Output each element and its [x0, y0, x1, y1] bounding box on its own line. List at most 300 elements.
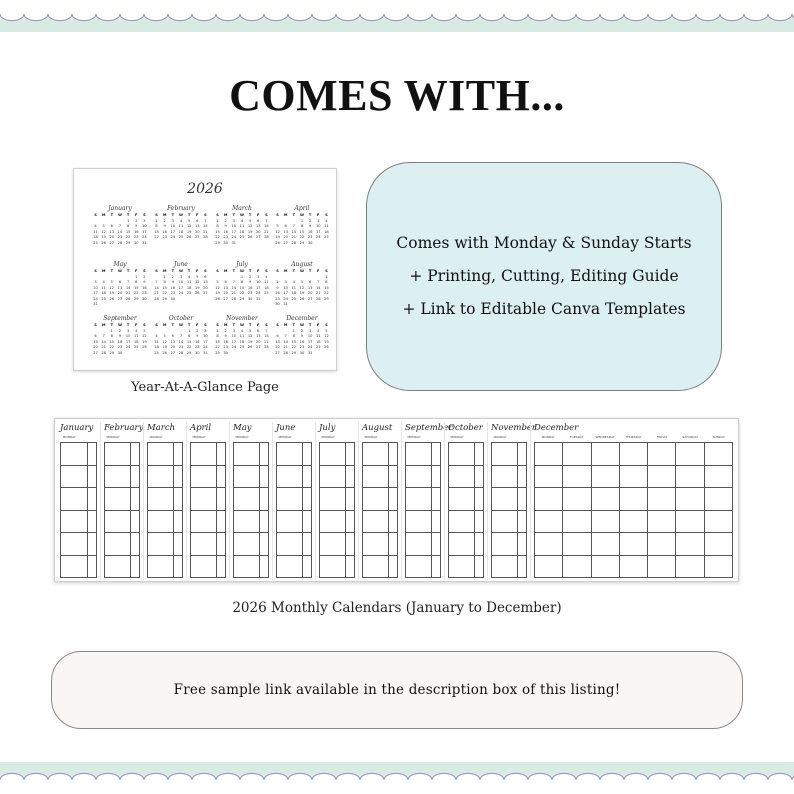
mini-day: 13 [194, 224, 200, 228]
mini-day: 8 [135, 280, 138, 284]
weekday-initial: S [94, 323, 97, 327]
mini-day: 27 [307, 296, 313, 301]
mini-day: 4 [265, 274, 268, 279]
day-cell [131, 533, 140, 556]
day-cell [88, 443, 97, 466]
day-cell [131, 556, 140, 579]
day-cell [217, 511, 226, 534]
weekday-initial: T [248, 323, 252, 327]
mini-day: 18 [239, 229, 245, 234]
mini-day: 6 [171, 334, 174, 338]
day-cell [174, 488, 183, 511]
day-cell [148, 466, 174, 489]
monthly-calendars-preview [54, 418, 739, 582]
mini-day: 2 [135, 218, 138, 223]
mini-day: 18 [133, 339, 139, 344]
mini-day: 31 [283, 302, 288, 306]
top-decorative-border [0, 0, 794, 32]
mini-day: 4 [317, 328, 320, 333]
day-cell [260, 533, 269, 556]
mini-day: 19 [324, 339, 329, 344]
mini-day: 21 [178, 345, 184, 349]
weekday-initial: T [248, 269, 252, 273]
weekday-initial: S [94, 213, 97, 217]
day-cell [363, 533, 389, 556]
day-cell [648, 488, 676, 511]
month-grid [233, 442, 269, 578]
mini-day: 7 [155, 280, 158, 284]
day-header [165, 435, 183, 441]
mini-day: 13 [170, 339, 176, 344]
day-cell [131, 488, 140, 511]
mini-month [92, 205, 148, 246]
day-cell [303, 443, 312, 466]
mini-day: 8 [163, 280, 166, 284]
mini-day [255, 241, 262, 247]
mini-day: 6 [257, 328, 260, 333]
mini-day: 5 [216, 280, 219, 284]
weekday-initial: T [126, 323, 130, 327]
mini-day: 16 [275, 291, 280, 295]
mini-day: 13 [255, 334, 261, 338]
mini-day: 23 [117, 345, 123, 349]
day-cell [518, 443, 527, 466]
mini-day: 11 [93, 229, 98, 234]
mini-day: 1 [240, 274, 244, 279]
weekday-initial: T [232, 269, 236, 273]
mini-day: 10 [307, 334, 313, 338]
weekday-initial: M [101, 213, 106, 217]
monthly-page [186, 422, 229, 580]
mini-day: 19 [194, 285, 200, 290]
mini-day: 11 [133, 334, 139, 338]
day-header: SATURDAY [682, 435, 699, 439]
month-grid [448, 442, 484, 578]
day-header: MONDAY [364, 435, 378, 439]
month-grid [491, 442, 527, 578]
mini-week-row [274, 351, 330, 357]
mini-day: 10 [255, 280, 261, 284]
day-cell [277, 533, 303, 556]
mini-day: 3 [232, 328, 235, 333]
mini-day: 20 [109, 235, 115, 239]
mini-day: 19 [142, 339, 147, 344]
day-cell [475, 511, 484, 534]
mini-day [202, 297, 209, 303]
mini-day: 11 [101, 285, 106, 290]
weekday-initial: S [143, 213, 146, 217]
mini-day: 14 [117, 229, 123, 234]
day-header: WEDNESDAY [595, 435, 615, 439]
mini-day: 20 [275, 345, 280, 349]
mini-day [315, 302, 322, 308]
mini-day: 5 [248, 218, 252, 223]
mini-day: 23 [223, 235, 228, 239]
weekday-initial: T [292, 269, 296, 273]
mini-day: 8 [325, 280, 328, 284]
day-cell [234, 466, 260, 489]
feature-line: + Printing, Cutting, Editing Guide [409, 267, 679, 285]
weekday-initial: T [308, 213, 312, 217]
weekday-initial: W [299, 213, 304, 217]
mini-day: 7 [126, 280, 130, 284]
mini-day: 7 [265, 218, 268, 223]
monthly-page-title: February [104, 423, 144, 433]
monthly-page-title: September [405, 423, 453, 433]
mini-week-row [214, 297, 270, 303]
day-cell [174, 556, 183, 579]
day-cell [389, 466, 398, 489]
mini-day: 1 [163, 274, 166, 279]
mini-day: 21 [291, 235, 297, 239]
day-header [79, 435, 98, 441]
mini-day: 27 [255, 345, 261, 349]
mini-day [255, 351, 262, 357]
mini-day: 31 [203, 350, 208, 355]
mini-day: 14 [283, 339, 288, 344]
mini-day: 14 [154, 285, 159, 290]
monthly-page [100, 422, 143, 580]
day-cell [320, 533, 346, 556]
day-header [466, 435, 484, 441]
mini-day [238, 351, 245, 357]
day-cell [88, 556, 97, 579]
mini-day: 28 [283, 350, 288, 355]
day-cell [705, 443, 733, 466]
scallop-trim-bottom [0, 762, 794, 794]
mini-day: 7 [232, 280, 235, 284]
mini-day: 23 [275, 296, 280, 301]
weekday-initial: T [308, 323, 312, 327]
day-cell [148, 511, 174, 534]
mini-day: 28 [178, 350, 184, 355]
day-cell [148, 443, 174, 466]
mini-day: 19 [101, 235, 106, 239]
day-cell [148, 556, 174, 579]
mini-day: 25 [178, 235, 184, 239]
day-cell [432, 533, 441, 556]
mini-day: 7 [284, 334, 287, 338]
month-grid [190, 442, 226, 578]
mini-day: 26 [109, 296, 115, 301]
day-cell [191, 511, 217, 534]
mini-day: 16 [162, 229, 167, 234]
day-header [208, 435, 226, 441]
monthly-page-title: July [319, 423, 336, 433]
mini-day: 30 [133, 240, 139, 245]
mini-day: 18 [324, 229, 329, 234]
mini-day: 9 [143, 280, 146, 284]
weekday-initial: M [162, 323, 167, 327]
mini-day: 7 [179, 334, 183, 338]
mini-day: 27 [203, 291, 208, 295]
day-cell [648, 556, 676, 579]
day-cell [492, 488, 518, 511]
day-cell [705, 556, 733, 579]
bottom-decorative-border [0, 762, 794, 794]
mini-day: 18 [315, 339, 321, 344]
mini-day: 17 [315, 229, 321, 234]
mini-day: 3 [308, 328, 312, 333]
mini-day [125, 302, 132, 308]
day-cell [592, 533, 620, 556]
mini-day: 5 [163, 334, 166, 338]
day-cell [234, 443, 260, 466]
day-header-row [233, 435, 269, 441]
day-cell [535, 443, 563, 466]
weekday-initial: T [171, 213, 175, 217]
day-cell [174, 511, 183, 534]
mini-day: 20 [117, 291, 123, 295]
day-cell [475, 488, 484, 511]
mini-day: 18 [178, 229, 184, 234]
monthly-page [143, 422, 186, 580]
weekday-initial: F [196, 213, 199, 217]
day-cell [105, 443, 131, 466]
mini-day: 4 [187, 274, 191, 279]
mini-month-name: August [291, 261, 313, 268]
mini-day: 10 [315, 224, 321, 228]
mini-week-row [92, 241, 148, 247]
day-cell [563, 511, 591, 534]
day-header: MONDAY [278, 435, 292, 439]
mini-day: 25 [291, 296, 297, 301]
day-header: MONDAY [106, 435, 120, 439]
mini-day: 1 [300, 218, 304, 223]
mini-day: 6 [118, 280, 122, 284]
day-cell [705, 488, 733, 511]
mini-day: 3 [317, 218, 320, 223]
mini-day: 13 [203, 280, 208, 284]
weekday-initial: S [155, 213, 158, 217]
day-cell [449, 556, 475, 579]
mini-day: 25 [186, 291, 192, 295]
feature-line: Comes with Monday & Sunday Starts [396, 234, 692, 252]
month-grid [60, 442, 97, 578]
monthly-page [401, 422, 453, 580]
day-cell [303, 511, 312, 534]
day-cell [217, 556, 226, 579]
mini-day: 23 [307, 235, 313, 239]
mini-day: 2 [143, 274, 146, 279]
day-header-row [60, 435, 97, 441]
mini-day: 19 [109, 291, 115, 295]
mini-day: 8 [187, 334, 191, 338]
day-cell [131, 443, 140, 466]
day-header [294, 435, 312, 441]
mini-day [298, 302, 305, 308]
mini-day: 10 [142, 224, 147, 228]
weekday-initial: W [117, 213, 122, 217]
day-cell [676, 488, 704, 511]
weekday-initial: S [204, 269, 207, 273]
mini-day: 15 [291, 339, 297, 344]
day-cell [535, 511, 563, 534]
day-cell [234, 556, 260, 579]
mini-day: 15 [215, 229, 220, 234]
mini-day: 25 [154, 350, 159, 355]
mini-day: 25 [133, 345, 139, 349]
mini-day: 19 [215, 291, 220, 295]
weekday-initial: F [317, 323, 320, 327]
mini-day: 29 [215, 350, 220, 355]
day-cell [432, 511, 441, 534]
mini-day: 2 [224, 328, 227, 333]
mini-month-name: November [226, 315, 258, 322]
mini-day: 15 [239, 285, 245, 290]
mini-day: 17 [142, 229, 147, 234]
mini-day: 18 [154, 345, 159, 349]
day-cell [346, 533, 355, 556]
monthly-page-title: January [60, 423, 94, 433]
weekday-initial: M [101, 269, 106, 273]
day-cell [518, 511, 527, 534]
weekday-initial: F [135, 213, 138, 217]
day-cell [648, 466, 676, 489]
scallop-trim-top [0, 0, 794, 32]
day-header: TUESDAY [569, 435, 584, 439]
day-cell [174, 533, 183, 556]
mini-day: 18 [291, 291, 297, 295]
weekday-initial: F [196, 323, 199, 327]
monthly-page-title: December [534, 423, 579, 433]
day-cell [303, 466, 312, 489]
mini-day: 23 [142, 291, 147, 295]
mini-day: 27 [109, 240, 115, 245]
mini-day: 15 [186, 339, 192, 344]
day-cell [389, 443, 398, 466]
mini-day: 21 [203, 229, 208, 234]
mini-day: 22 [109, 345, 115, 349]
monthly-page-title: April [190, 423, 212, 433]
day-cell [705, 511, 733, 534]
mini-day: 9 [171, 280, 174, 284]
mini-day: 11 [186, 280, 192, 284]
mini-month [153, 261, 209, 302]
day-cell [260, 488, 269, 511]
day-cell [592, 556, 620, 579]
mini-day: 2 [308, 218, 312, 223]
mini-day: 5 [248, 328, 252, 333]
mini-month-name: May [113, 261, 127, 268]
day-header: MONDAY [450, 435, 464, 439]
weekday-initial: S [276, 269, 279, 273]
mini-day: 18 [186, 285, 192, 290]
mini-day [323, 351, 330, 357]
weekday-initial: S [204, 323, 207, 327]
mini-day: 3 [204, 328, 207, 333]
mini-day: 28 [117, 240, 123, 245]
mini-day: 13 [255, 224, 261, 228]
mini-day: 5 [276, 224, 279, 228]
mini-day: 17 [231, 229, 237, 234]
mini-day: 20 [283, 235, 288, 239]
mini-day: 22 [133, 291, 139, 295]
monthly-page [487, 422, 536, 580]
day-cell [492, 533, 518, 556]
weekday-initial: T [187, 323, 191, 327]
mini-day: 16 [142, 285, 147, 290]
day-cell [432, 556, 441, 579]
weekday-initial: S [265, 213, 268, 217]
mini-day: 5 [110, 280, 113, 284]
mini-day: 23 [162, 235, 167, 239]
mini-day: 29 [109, 350, 115, 355]
weekday-initial: T [171, 323, 175, 327]
weekday-initial: W [299, 323, 304, 327]
mini-day: 30 [275, 302, 280, 306]
mini-day: 23 [247, 291, 253, 295]
day-cell [105, 466, 131, 489]
mini-month [274, 205, 330, 246]
day-header [337, 435, 355, 441]
mini-month [92, 315, 148, 356]
mini-day: 27 [255, 235, 261, 239]
mini-day: 22 [291, 345, 297, 349]
mini-month [214, 261, 270, 302]
mini-day: 11 [178, 224, 184, 228]
mini-day: 31 [307, 350, 313, 355]
mini-day: 2 [118, 328, 122, 333]
day-cell [406, 466, 432, 489]
mini-week-row [274, 302, 330, 308]
day-cell [88, 511, 97, 534]
weekday-initial: S [143, 323, 146, 327]
year-at-a-glance-preview [73, 168, 337, 371]
mini-day: 9 [248, 280, 252, 284]
day-cell [492, 556, 518, 579]
mini-day: 12 [299, 285, 305, 290]
mini-day: 29 [239, 296, 245, 301]
mini-day: 12 [247, 224, 253, 228]
day-cell [191, 488, 217, 511]
mini-day: 30 [194, 350, 200, 355]
mini-day: 9 [135, 224, 138, 228]
month-grid [276, 442, 312, 578]
mini-day: 25 [315, 345, 321, 349]
mini-day [315, 351, 322, 357]
mini-day: 8 [300, 224, 304, 228]
mini-day: 21 [315, 291, 321, 295]
mini-day: 10 [203, 334, 208, 338]
mini-day: 1 [110, 328, 113, 333]
day-header: SUNDAY [712, 435, 725, 439]
mini-day: 20 [223, 291, 228, 295]
mini-day: 28 [154, 296, 159, 301]
mini-day: 4 [102, 280, 105, 284]
day-cell [535, 466, 563, 489]
mini-day: 13 [223, 285, 228, 290]
mini-day: 2 [248, 274, 252, 279]
mini-day: 8 [126, 224, 130, 228]
mini-day: 30 [299, 350, 305, 355]
weekday-initial: S [155, 323, 158, 327]
mini-month [274, 261, 330, 308]
mini-day: 24 [255, 291, 261, 295]
day-cell [432, 488, 441, 511]
mini-day: 7 [204, 218, 207, 223]
mini-day: 6 [196, 218, 199, 223]
mini-day: 12 [247, 334, 253, 338]
mini-day: 7 [292, 224, 295, 228]
mini-day: 3 [94, 280, 97, 284]
weekday-initial: T [187, 213, 191, 217]
mini-day: 21 [154, 291, 159, 295]
day-cell [406, 533, 432, 556]
mini-day: 15 [299, 229, 305, 234]
mini-day: 4 [135, 328, 138, 333]
mini-day: 15 [133, 285, 139, 290]
